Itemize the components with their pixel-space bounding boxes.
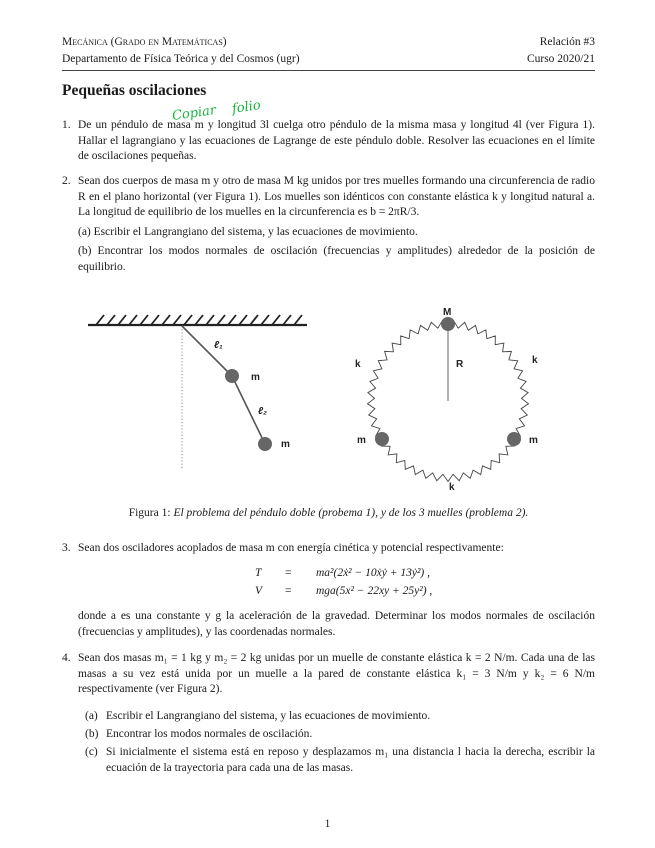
problem-4-part-c: [85, 745, 595, 776]
problem-4: [62, 651, 595, 702]
problem-text-after: donde a es una constante y g la aceleración de la gravedad. Determinar los modos normales de oscilación (frecuencias y amplitudes), y las coordenadas normales.: [78, 610, 595, 638]
hatch-mark: [283, 315, 291, 325]
hatch-mark: [140, 315, 148, 325]
problem-4-part-a: [85, 709, 595, 725]
academic-year: Curso 2020/21: [526, 53, 595, 65]
hatch-mark: [184, 315, 192, 325]
problem-number: 1.: [62, 119, 71, 131]
hatch-mark: [250, 315, 258, 325]
header-line-1: [62, 35, 595, 49]
hatch-mark: [96, 315, 104, 325]
problem-number: 4.: [62, 652, 71, 664]
equation-V-rhs: mga(5x² − 22xy + 25y²) ,: [316, 585, 433, 597]
course-title: Mecánica (Grado en Matemáticas): [62, 36, 227, 48]
double-pendulum-diagram: [88, 315, 307, 468]
part-text: Si inicialmente el sistema está en reposo y desplazamos m₁ una distancia l hacia la derecha, escribir la ecuación de la trayectoria para cada una de las masas.: [106, 746, 595, 774]
hatch-mark: [118, 315, 126, 325]
section-title: Pequeñas oscilaciones: [62, 82, 207, 99]
label-M: M: [443, 307, 452, 318]
problem-part-b: (b) Encontrar los modos normales de oscilación (frecuencias y amplitudes) alrededor de la posición de equilibrio.: [78, 245, 595, 273]
label-k-left: k: [355, 359, 361, 370]
hatch-mark: [107, 315, 115, 325]
mass-1: [225, 369, 239, 383]
part-text: Escribir el Langrangiano del sistema, y las ecuaciones de movimiento.: [106, 710, 431, 722]
rod-1: [182, 326, 232, 376]
hatch-mark: [261, 315, 269, 325]
label-k-right: k: [532, 355, 538, 366]
problem-text: Sean dos cuerpos de masa m y otro de masa M kg unidos por tres muelles formando una circunferencia de radio R en el plano horizontal (ver Figura 1). Los muelles son idénticos con constante elástica k y longitud natural a. La longitud de equilibrio de los muelles en la circunferencia es b = 2πR/3.: [78, 175, 595, 219]
handwritten-note-folio: folio: [231, 98, 262, 117]
mass-M: [441, 317, 455, 331]
part-label: (c): [85, 746, 98, 758]
problem-text: Sean dos masas m₁ = 1 kg y m₂ = 2 kg unidas por un muelle de constante elástica k = 2 N/m. Cada una de las masas a su vez está unida por un muelle a la pared de constante elástica k₁ = 3 N/m y k₂ = 6 N/m respectivamente (ver Figura 2).: [78, 652, 595, 696]
hatch-mark: [217, 315, 225, 325]
problem-text: De un péndulo de masa m y longitud 3l cuelga otro péndulo de la misma masa y longitud 4l (ver Figura 1). Hallar el lagrangiano y las ecuaciones de Lagrange de este péndulo doble. Resolver las ecuaciones en el límite de oscilaciones pequeñas.: [78, 119, 595, 163]
equation-V-lhs: V: [255, 585, 263, 597]
label-k-bottom: k: [449, 482, 455, 493]
equation-T-lhs: T: [255, 567, 262, 579]
hatch-mark: [294, 315, 302, 325]
label-R: R: [456, 359, 464, 370]
three-springs-diagram: [355, 307, 538, 493]
mass-2: [258, 437, 272, 451]
label-m-left: m: [357, 435, 366, 446]
problem-part-a: (a) Escribir el Langrangiano del sistema, y las ecuaciones de movimiento.: [78, 225, 418, 238]
mass-m-right: [507, 432, 521, 446]
equation-V-sign: =: [285, 585, 292, 597]
equation-T-sign: =: [285, 567, 292, 579]
problem-number: 2.: [62, 175, 71, 187]
label-l1: ℓ₁: [214, 340, 223, 351]
hatch-mark: [195, 315, 203, 325]
hatch-mark: [239, 315, 247, 325]
hatch-mark: [151, 315, 159, 325]
equation-T-rhs: ma²(2ẋ² − 10ẋẏ + 13ẏ²) ,: [316, 567, 430, 579]
figure-1: [0, 298, 655, 498]
figure-caption: [62, 507, 595, 519]
label-l2: ℓ₂: [258, 406, 267, 417]
relation-number: Relación #3: [539, 36, 595, 48]
problem-text: Sean dos osciladores acoplados de masa m con energía cinética y potencial respectivamente:: [78, 542, 504, 554]
problem-3-continued: [62, 609, 595, 644]
handwritten-note-copiar: Copiar: [171, 102, 218, 125]
label-m-right: m: [529, 435, 538, 446]
label-mass-1: m: [251, 372, 260, 383]
hatch-mark: [228, 315, 236, 325]
part-text: Encontrar los modos normales de oscilación.: [106, 728, 313, 740]
part-label: (b): [85, 728, 99, 740]
caption-text: El problema del péndulo doble (probema 1), y de los 3 muelles (problema 2).: [173, 507, 529, 519]
problem-1: [62, 118, 595, 169]
department-name: Departamento de Física Teórica y del Cosmos (ugr): [62, 53, 300, 65]
caption-prefix: Figura 1:: [128, 507, 174, 519]
problem-4-part-b: [85, 727, 595, 743]
problem-3: [62, 541, 595, 561]
ceiling-hatching: [96, 315, 302, 325]
problem-number: 3.: [62, 542, 71, 554]
hatch-mark: [173, 315, 181, 325]
part-label: (a): [85, 710, 98, 722]
problem-2: [62, 174, 595, 280]
header-line-2: [62, 52, 595, 66]
mass-m-left: [375, 432, 389, 446]
hatch-mark: [272, 315, 280, 325]
hatch-mark: [162, 315, 170, 325]
label-mass-2: m: [281, 439, 290, 450]
page-number: 1: [324, 818, 331, 830]
hatch-mark: [129, 315, 137, 325]
header-rule: [62, 70, 595, 71]
hatch-mark: [206, 315, 214, 325]
